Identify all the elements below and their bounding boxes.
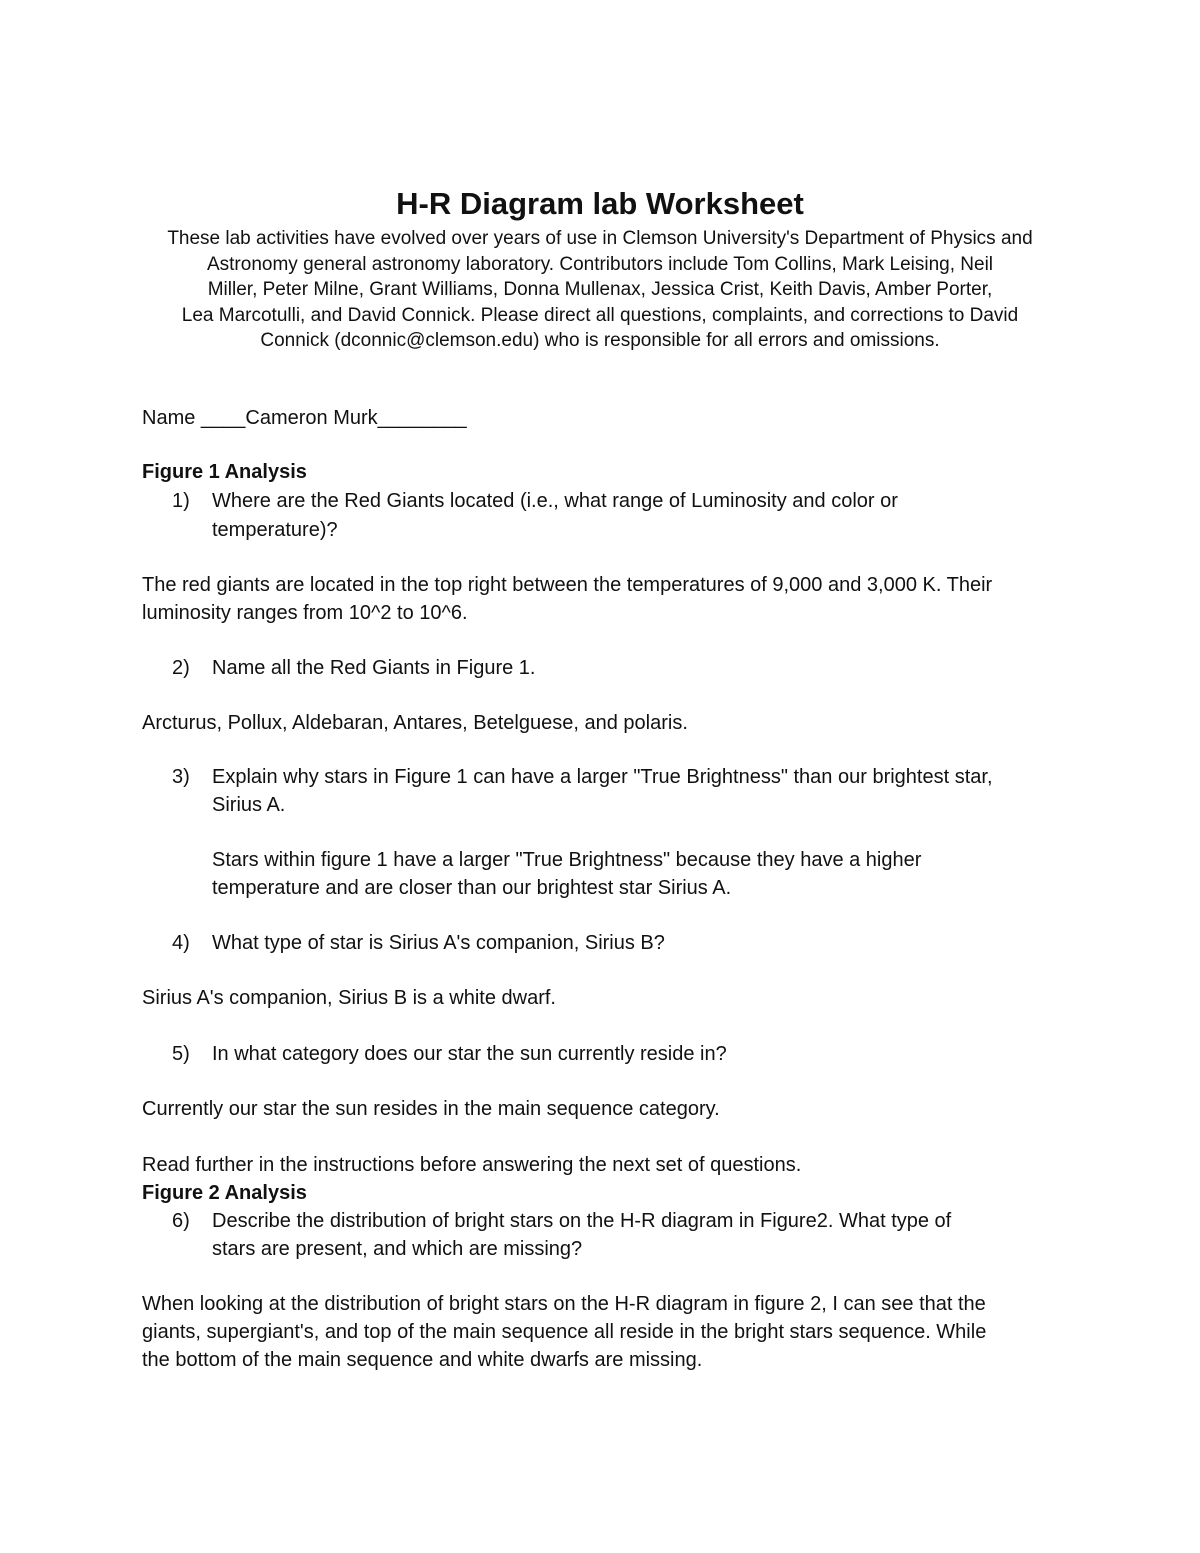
intro-line-5: Connick (dconnic@clemson.edu) who is responsible for all errors and omissions. bbox=[260, 330, 940, 351]
question-1-line-2: temperature)? bbox=[212, 519, 338, 541]
question-2-number: 2) bbox=[172, 657, 190, 679]
question-5-number: 5) bbox=[172, 1043, 190, 1065]
figure1-heading: Figure 1 Analysis bbox=[142, 461, 307, 483]
answer-3-line-1: Stars within figure 1 have a larger "True Brightness" because they have a higher bbox=[212, 849, 922, 871]
question-1-line-1: Where are the Red Giants located (i.e., what range of Luminosity and color or bbox=[212, 490, 898, 512]
answer-5-line-1: Currently our star the sun resides in the main sequence category. bbox=[142, 1098, 720, 1120]
question-6-number: 6) bbox=[172, 1210, 190, 1232]
intro-line-4: Lea Marcotulli, and David Connick. Please direct all questions, complaints, and corrections to David bbox=[181, 305, 1019, 326]
intro-line-3: Miller, Peter Milne, Grant Williams, Donna Mullenax, Jessica Crist, Keith Davis, Amber Porter, bbox=[207, 279, 993, 300]
page-title: H-R Diagram lab Worksheet bbox=[396, 186, 804, 221]
name-line: Name ____Cameron Murk________ bbox=[142, 407, 467, 429]
figure2-heading: Figure 2 Analysis bbox=[142, 1182, 307, 1204]
question-5-line-1: In what category does our star the sun currently reside in? bbox=[212, 1043, 727, 1065]
read-further-note: Read further in the instructions before answering the next set of questions. bbox=[142, 1154, 802, 1176]
intro-line-1: These lab activities have evolved over years of use in Clemson University's Department of Physics and bbox=[167, 228, 1033, 249]
answer-2-line-1: Arcturus, Pollux, Aldebaran, Antares, Betelguese, and polaris. bbox=[142, 712, 688, 734]
question-3-line-2: Sirius A. bbox=[212, 794, 286, 816]
question-6-line-2: stars are present, and which are missing? bbox=[212, 1238, 583, 1260]
answer-1-line-2: luminosity ranges from 10^2 to 10^6. bbox=[142, 602, 468, 624]
intro-line-2: Astronomy general astronomy laboratory. Contributors include Tom Collins, Mark Leising, Neil bbox=[206, 254, 994, 275]
answer-6-line-3: the bottom of the main sequence and white dwarfs are missing. bbox=[142, 1349, 703, 1371]
question-4-line-1: What type of star is Sirius A's companion, Sirius B? bbox=[212, 932, 665, 954]
answer-6-line-1: When looking at the distribution of bright stars on the H-R diagram in figure 2, I can see that the bbox=[142, 1293, 986, 1315]
question-1-number: 1) bbox=[172, 490, 190, 512]
question-3-number: 3) bbox=[172, 766, 190, 788]
answer-4-line-1: Sirius A's companion, Sirius B is a white dwarf. bbox=[142, 987, 556, 1009]
question-3-line-1: Explain why stars in Figure 1 can have a larger "True Brightness" than our brightest star, bbox=[212, 766, 993, 788]
question-2-line-1: Name all the Red Giants in Figure 1. bbox=[212, 657, 536, 679]
answer-6-line-2: giants, supergiant's, and top of the main sequence all reside in the bright stars sequence. While bbox=[142, 1321, 987, 1343]
answer-1-line-1: The red giants are located in the top right between the temperatures of 9,000 and 3,000 K. Their bbox=[142, 574, 993, 596]
question-4-number: 4) bbox=[172, 932, 190, 954]
answer-3-line-2: temperature and are closer than our brightest star Sirius A. bbox=[212, 877, 732, 899]
question-6-line-1: Describe the distribution of bright stars on the H-R diagram in Figure2. What type of bbox=[212, 1210, 952, 1232]
